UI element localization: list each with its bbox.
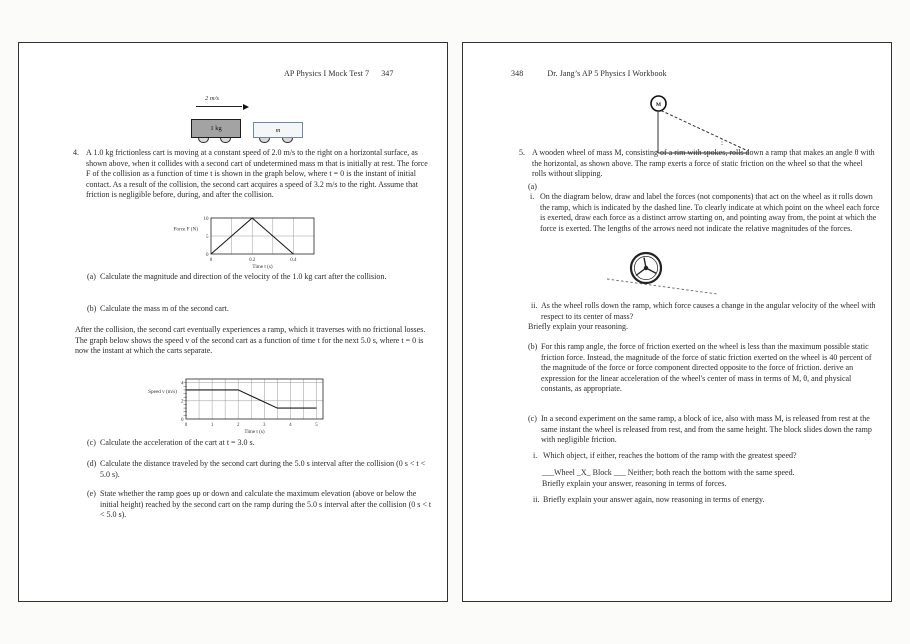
part-c-q5-label: (c) <box>528 414 537 423</box>
question-5-text: A wooden wheel of mass M, consisting of a rim with spokes, rolls down a ramp that makes an angle θ with the horizontal, as shown above. The ramp exerts a force of static friction on the wheel so that the wheel rolls without slipping. <box>532 148 875 178</box>
svg-text:2: 2 <box>236 423 240 428</box>
part-b-label: (b) <box>87 304 97 313</box>
left-header-title: AP Physics I Mock Test 7 <box>284 69 370 78</box>
left-page-header <box>284 69 394 78</box>
question-4-number: 4. <box>73 148 79 157</box>
left-header-page-number: 347 <box>381 69 394 78</box>
part-e <box>87 489 435 521</box>
part-c-q5-text: In a second experiment on the same ramp, a block of ice, also with mass M, is released from rest at the same instant the wheel is released from rest, and from the same height. The block slides down the ramp with negligible friction. <box>541 414 872 444</box>
svg-text:Time t (s): Time t (s) <box>244 429 265 435</box>
left-page <box>18 42 448 602</box>
part-c-ii-text: Briefly explain your answer again, now reasoning in terms of energy. <box>543 495 765 504</box>
svg-text:Speed v (m/s): Speed v (m/s) <box>148 389 177 395</box>
part-a-i-text: On the diagram below, draw and label the forces (not components) that act on the wheel as it rolls down the ramp, which is indicated by the dashed line. To clearly indicate at which point on the wheel each force is exerted, draw each force as a distinct arrow starting on, and pointing away from, the point at which the force is exerted. The lengths of the arrows need not indicate the relative magnitudes of the forces. <box>540 192 880 233</box>
svg-text:0: 0 <box>181 417 184 423</box>
incline-dashed-line <box>607 279 717 294</box>
part-a-ii-text: As the wheel rolls down the ramp, which force causes a change in the angular velocity of the wheel with respect to its center of mass? <box>541 301 876 321</box>
question-4 <box>73 148 429 201</box>
cart-1kg <box>191 119 241 138</box>
wheel-spoke-left <box>636 268 646 276</box>
part-c-q5 <box>528 414 882 446</box>
wheel-spoke-up <box>644 258 646 269</box>
part-e-text: State whether the ramp goes up or down and calculate the maximum elevation (above or below the initial height) reached by the second cart on the ramp during the 5.0 s interval after the collision (0 s < t < 5.0 s). <box>100 489 432 519</box>
part-c-i <box>533 451 883 462</box>
part-c <box>87 438 435 449</box>
part-a-i-label: i. <box>530 192 535 201</box>
cart1-label: 1 kg <box>210 125 222 132</box>
svg-text:0: 0 <box>206 252 209 258</box>
question-5-number: 5. <box>519 148 525 157</box>
svg-text:4: 4 <box>289 423 292 428</box>
right-header-title: Dr. Jang’s AP 5 Physics I Workbook <box>547 69 667 78</box>
part-a-text: Calculate the magnitude and direction of the velocity of the 1.0 kg cart after the collision. <box>100 272 387 281</box>
cart2-wheel-right <box>282 138 293 143</box>
question-4-text: A 1.0 kg frictionless cart is moving at a constant speed of 2.0 m/s to the right on a horizontal surface, as shown above, when it collides with a second cart of undetermined mass m that is initially at rest. The force F of the collision as a function of time t is shown in the graph below, where t = 0 is the instant of initial contact. As a result of the collision, the second cart acquires a speed of 3.2 m/s to the right. Assume that friction is negligible before, during, and after the collision. <box>86 148 428 199</box>
part-c-label: (c) <box>87 438 96 447</box>
svg-text:0: 0 <box>184 423 188 428</box>
part-d-text: Calculate the distance traveled by the second cart during the 5.0 s interval after the collision (0 s < t < 5.0 s). <box>100 459 426 479</box>
svg-text:0: 0 <box>209 258 213 263</box>
part-b-q5 <box>528 342 882 395</box>
cart2-label: m <box>275 126 281 134</box>
part-a-ii <box>531 301 883 322</box>
ramp-incline-dashed-line <box>661 111 748 152</box>
right-header-page-number: 348 <box>511 69 524 78</box>
part-a-i <box>530 192 882 234</box>
cart-m <box>253 122 303 138</box>
part-d <box>87 459 435 480</box>
part-a-label: (a) <box>87 272 96 281</box>
part-c-ii <box>533 495 883 506</box>
part-b-q5-text: For this ramp angle, the force of friction exerted on the wheel is less than the maximum possible static friction force. Instead, the magnitude of the force of static friction exerted on the wheel is 40 percent of the magnitude of the force or force component directed opposite to the force of friction. derive an expression for the linear acceleration of the wheel's center of mass in terms of M, θ, and physical constants, as appropriate. <box>541 342 872 393</box>
svg-text:0.4: 0.4 <box>290 258 297 263</box>
svg-text:Time t (s): Time t (s) <box>252 264 273 270</box>
part-c-i-text: Which object, if either, reaches the bottom of the ramp with the greatest speed? <box>543 451 797 460</box>
part-d-label: (d) <box>87 459 97 468</box>
velocity-label: 2 m/s <box>205 95 219 102</box>
wheel-spoke-right <box>646 268 657 274</box>
svg-text:0.2: 0.2 <box>249 258 256 263</box>
wheel-diagram <box>603 249 723 301</box>
mid-paragraph: After the collision, the second cart eventually experiences a ramp, which it traverses with no frictional losses. The graph below shows the speed v of the second cart as a function of time t for the next 5.0 s, where t = 0 is now the instant at which the carts separate. <box>75 325 426 355</box>
svg-text:Force F (N): Force F (N) <box>173 226 198 233</box>
svg-text:1: 1 <box>210 423 214 428</box>
part-c-i-note: Briefly explain your answer, reasoning in terms of forces. <box>542 479 727 488</box>
cart2-wheel-left <box>259 138 270 143</box>
part-b-q5-label: (b) <box>528 342 538 351</box>
svg-text:5: 5 <box>315 423 318 428</box>
svg-text:10: 10 <box>203 216 209 222</box>
svg-text:5: 5 <box>206 234 209 240</box>
speed-time-graph <box>145 373 333 437</box>
part-c-text: Calculate the acceleration of the cart at t = 3.0 s. <box>100 438 255 447</box>
part-a-ii-note: Briefly explain your reasoning. <box>528 322 628 331</box>
svg-text:4: 4 <box>181 381 184 387</box>
right-page <box>462 42 892 602</box>
velocity-arrow-icon <box>243 104 249 110</box>
part-a-label: (a) <box>528 182 537 191</box>
force-time-graph <box>159 209 324 273</box>
question-5 <box>519 148 877 180</box>
svg-text:3: 3 <box>263 423 266 428</box>
cart1-wheel-right <box>220 138 231 143</box>
right-page-header <box>511 69 667 78</box>
part-a <box>87 272 429 283</box>
part-c-i-label: i. <box>533 451 538 460</box>
part-b <box>87 304 429 315</box>
velocity-line <box>196 106 242 107</box>
part-e-label: (e) <box>87 489 96 498</box>
cart1-wheel-left <box>198 138 209 143</box>
part-c-ii-label: ii. <box>533 495 540 504</box>
part-a-ii-label: ii. <box>531 301 538 310</box>
wheel-mass-label: M <box>655 101 662 108</box>
svg-text:2: 2 <box>181 399 184 405</box>
answer-options-line: ___Wheel _X_ Block ___ Neither; both reach the bottom with the same speed. <box>542 468 795 477</box>
part-b-text: Calculate the mass m of the second cart. <box>100 304 229 313</box>
